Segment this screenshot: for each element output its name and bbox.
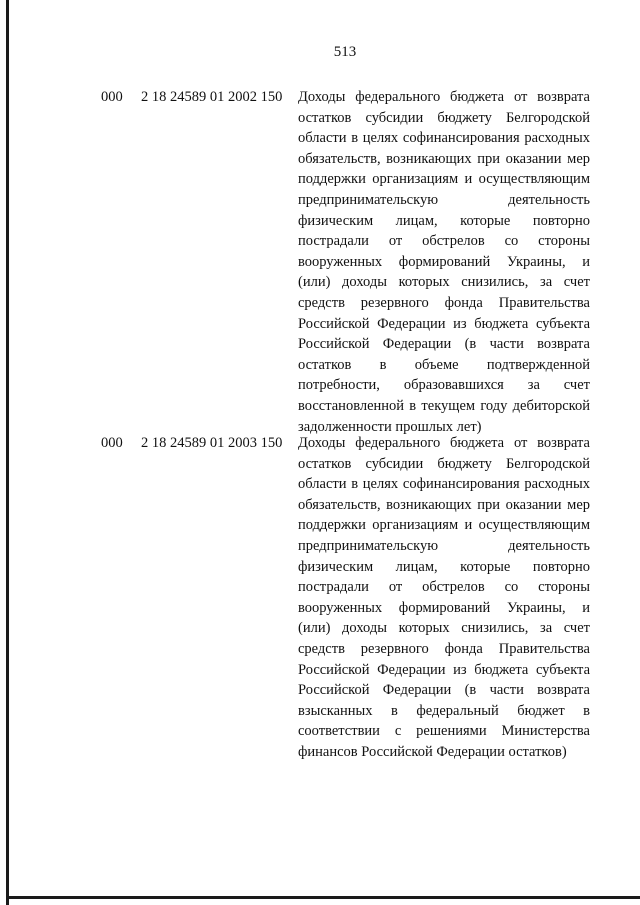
description-line: поддержки организациям и осуществляющим xyxy=(298,517,590,534)
description-line: области в целях софинансирования расходных xyxy=(298,130,590,147)
description-line: пострадали от обстрелов со стороны xyxy=(298,579,590,596)
description-line: Российской Федерации (в части возврата xyxy=(298,336,590,353)
description-line: поддержки организациям и осуществляющим xyxy=(298,171,590,188)
description-line: (или) доходы которых снизились, за счет xyxy=(298,620,590,637)
admin-code: 000 xyxy=(101,435,123,451)
revenue-description xyxy=(298,87,590,437)
description-line: финансов Российской Федерации остатков) xyxy=(298,743,567,760)
description-line: Доходы федерального бюджета от возврата xyxy=(298,435,590,451)
description-line: Российской Федерации из бюджета субъекта xyxy=(298,315,590,332)
description-line: области в целях софинансирования расходных xyxy=(298,476,590,493)
description-line: остатков в объеме подтвержденной xyxy=(298,356,590,373)
description-line: пострадали от обстрелов со стороны xyxy=(298,233,590,250)
description-line: Доходы федерального бюджета от возврата xyxy=(298,89,590,105)
description-line: предпринимательскую деятельность xyxy=(298,191,590,208)
page-number: 513 xyxy=(333,44,357,60)
budget-classification-code: 2 18 24589 01 2003 150 xyxy=(141,435,283,451)
page-border-left xyxy=(6,0,9,905)
description-line: остатков субсидии бюджету Белгородской xyxy=(298,455,590,472)
admin-code: 000 xyxy=(101,89,123,105)
description-line: соответствии с решениями Министерства xyxy=(298,723,590,740)
page-border-bottom xyxy=(6,896,640,899)
description-line: Российской Федерации (в части возврата xyxy=(298,682,590,699)
description-line: задолженности прошлых лет) xyxy=(298,418,482,435)
description-line: обязательств, возникающих при оказании мер xyxy=(298,150,590,167)
description-line: физическим лицам, которые повторно xyxy=(298,212,590,229)
description-line: обязательств, возникающих при оказании мер xyxy=(298,496,590,513)
description-line: восстановленной в текущем году дебиторской xyxy=(298,397,590,414)
description-line: средств резервного фонда Правительства xyxy=(298,640,590,657)
description-line: предпринимательскую деятельность xyxy=(298,537,590,554)
description-line: средств резервного фонда Правительства xyxy=(298,294,590,311)
description-line: (или) доходы которых снизились, за счет xyxy=(298,274,590,291)
description-line: Российской Федерации из бюджета субъекта xyxy=(298,661,590,678)
description-line: вооруженных формирований Украины, и xyxy=(298,599,590,616)
description-line: физическим лицам, которые повторно xyxy=(298,558,590,575)
description-line: потребности, образовавшихся за счет xyxy=(298,377,590,394)
description-line: взысканных в федеральный бюджет в xyxy=(298,702,590,719)
description-line: вооруженных формирований Украины, и xyxy=(298,253,590,270)
budget-classification-code: 2 18 24589 01 2002 150 xyxy=(141,89,283,105)
revenue-description xyxy=(298,433,590,763)
description-line: остатков субсидии бюджету Белгородской xyxy=(298,109,590,126)
